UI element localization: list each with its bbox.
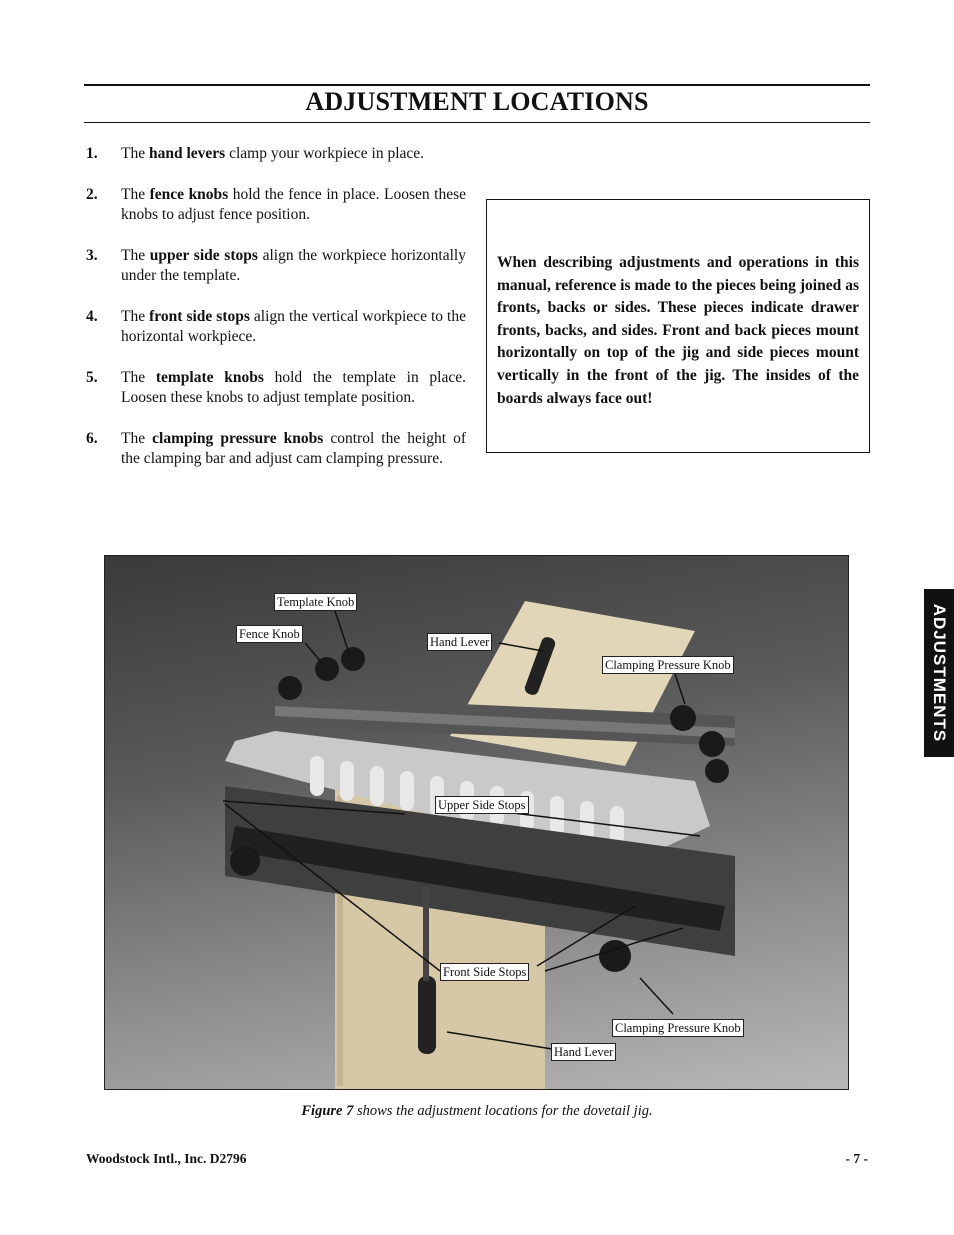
step-term: clamping pressure knobs xyxy=(152,429,324,447)
step-text-pre: The xyxy=(121,145,149,162)
page-title: ADJUSTMENT LOCATIONS xyxy=(305,87,649,116)
step-text-post: clamp your workpiece in place. xyxy=(225,145,425,162)
step-number: 4. xyxy=(86,307,98,325)
footer-company: Woodstock Intl., Inc. D2796 xyxy=(86,1151,247,1166)
step-text-pre: The xyxy=(121,307,150,325)
step-text-pre: The xyxy=(121,246,150,264)
step-item xyxy=(86,429,466,470)
step-number: 6. xyxy=(86,429,98,447)
adjustment-steps-list xyxy=(86,144,466,470)
bottom-hand-lever xyxy=(418,976,436,1054)
step-term: fence knobs xyxy=(149,185,229,203)
step-number: 3. xyxy=(86,246,98,264)
callout-hand-lever-bottom: Hand Lever xyxy=(551,1043,616,1061)
step-text-post: align the vertical workpiece to the horizontal workpiece. xyxy=(121,307,466,345)
callout-hand-lever-top: Hand Lever xyxy=(427,633,492,651)
lever-shaft xyxy=(423,886,429,981)
step-item xyxy=(86,246,466,287)
step-number: 5. xyxy=(86,368,98,386)
callout-clamping-pressure-knob-top: Clamping Pressure Knob xyxy=(602,656,734,674)
step-term: template knobs xyxy=(155,368,264,386)
figure-7-dovetail-jig xyxy=(104,555,849,1090)
step-text-pre: The xyxy=(121,185,150,203)
note-text: When describing adjustments and operations in this manual, reference is made to the pieces being joined as fronts, backs or sides. These pieces indicate drawer fronts, backs, and sides. Front and back pieces mount horizontally on top of the jig and side pieces mount vertically in the front of the jig. The insides of the boards always face out! xyxy=(497,254,859,407)
step-number: 2. xyxy=(86,185,98,203)
step-item xyxy=(86,144,466,165)
step-term: upper side stops xyxy=(149,246,258,264)
callout-fence-knob: Fence Knob xyxy=(236,625,303,643)
figure-reference: Figure 7 xyxy=(301,1103,354,1119)
step-text-pre: The xyxy=(121,429,153,447)
step-term: hand levers xyxy=(148,145,226,162)
callout-upper-side-stops: Upper Side Stops xyxy=(435,796,529,814)
step-number: 1. xyxy=(86,145,98,162)
step-term: front side stops xyxy=(149,307,250,325)
figure-caption xyxy=(0,1103,954,1120)
step-text-pre: The xyxy=(121,368,156,386)
step-item xyxy=(86,368,466,409)
step-text-post: align the workpiece horizontally under the template. xyxy=(121,246,466,284)
step-item xyxy=(86,307,466,348)
callout-front-side-stops: Front Side Stops xyxy=(440,963,529,981)
callout-template-knob: Template Knob xyxy=(274,593,357,611)
caption-text: shows the adjustment locations for the dovetail jig. xyxy=(353,1103,653,1119)
title-rule-top xyxy=(84,84,870,86)
section-side-tab-label: ADJUSTMENTS xyxy=(930,603,949,743)
footer-page-number: - 7 - xyxy=(845,1151,868,1166)
step-text-post: hold the template in place. Loosen these knobs to adjust template position. xyxy=(121,368,466,406)
step-item xyxy=(86,185,466,226)
step-text-post: hold the fence in place. Loosen these knobs to adjust fence position. xyxy=(121,185,466,223)
title-rule-bottom xyxy=(84,122,870,123)
step-text-post: control the height of the clamping bar and adjust cam clamping pressure. xyxy=(121,429,466,467)
note-box xyxy=(486,199,870,453)
callout-clamping-pressure-knob-bottom: Clamping Pressure Knob xyxy=(612,1019,744,1037)
section-side-tab xyxy=(924,589,954,757)
